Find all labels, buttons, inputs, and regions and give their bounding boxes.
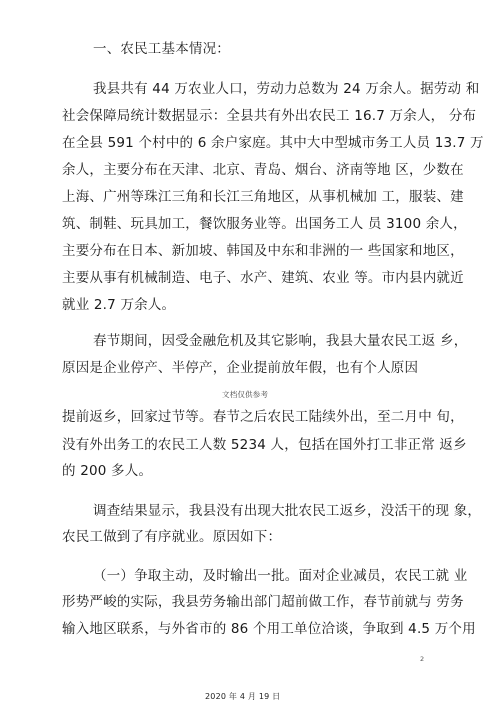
text-line: 在全县 591 个村中的 6 余户家庭。其中大中型城市务工人员 13.7 万 bbox=[62, 135, 484, 151]
text-line: 的 200 多人。 bbox=[62, 463, 153, 479]
text-line: （一）争取主动，及时输出一批。面对企业减员，农民工就 业 bbox=[93, 568, 468, 584]
text-line: 我县共有 44 万农业人口，劳动力总数为 24 万余人。据劳动 和 bbox=[93, 81, 480, 97]
text-line: 社会保障局统计数据显示：全县共有外出农民工 16.7 万余人， 分布 bbox=[62, 108, 477, 124]
text-line: 筑、制鞋、玩具加工，餐饮服务业等。出国务工人 员 3100 余人， bbox=[62, 216, 467, 232]
footer-date: 2020 年 4 月 19 日 bbox=[205, 692, 281, 701]
text-line: 输入地区联系，与外省市的 86 个用工单位洽谈，争取到 4.5 万个用 bbox=[62, 621, 476, 637]
text-line: 主要分布在日本、新加坡、韩国及中东和非洲的一 些国家和地区， bbox=[62, 243, 464, 259]
reference-note: 文档仅供参考 bbox=[222, 390, 269, 399]
text-line: 调查结果显示，我县没有出现大批农民工返乡，没活干的现 象， bbox=[93, 503, 482, 519]
text-line: 主要从事有机械制造、电子、水产、建筑、农业 等。市内县内就近 bbox=[62, 270, 464, 286]
text-line: 原因是企业停产、半停产，企业提前放年假，也有个人原因 bbox=[62, 360, 419, 376]
text-line: 上海、广州等珠江三角和长江三角地区，从事机械加 工，服装、建 bbox=[62, 189, 464, 205]
text-line: 提前返乡，回家过节等。春节之后农民工陆续外出，至二月中 旬， bbox=[62, 409, 464, 425]
text-line: 形势严峻的实际，我县劳务输出部门超前做工作，春节前就与 劳务 bbox=[62, 594, 464, 610]
section-heading: 一、农民工基本情况： bbox=[93, 41, 230, 57]
text-line: 就业 2.7 万余人。 bbox=[62, 297, 176, 313]
text-line: 农民工做到了有序就业。原因如下： bbox=[62, 529, 282, 545]
text-line: 春节期间，因受金融危机及其它影响，我县大量农民工返 乡， bbox=[93, 333, 468, 349]
text-line: 没有外出务工的农民工人数 5234 人，包括在国外打工非正常 返乡 bbox=[62, 437, 467, 453]
page-number: 2 bbox=[420, 655, 425, 663]
text-line: 余人，主要分布在天津、北京、青岛、烟台、济南等地 区，少数在 bbox=[62, 162, 464, 178]
